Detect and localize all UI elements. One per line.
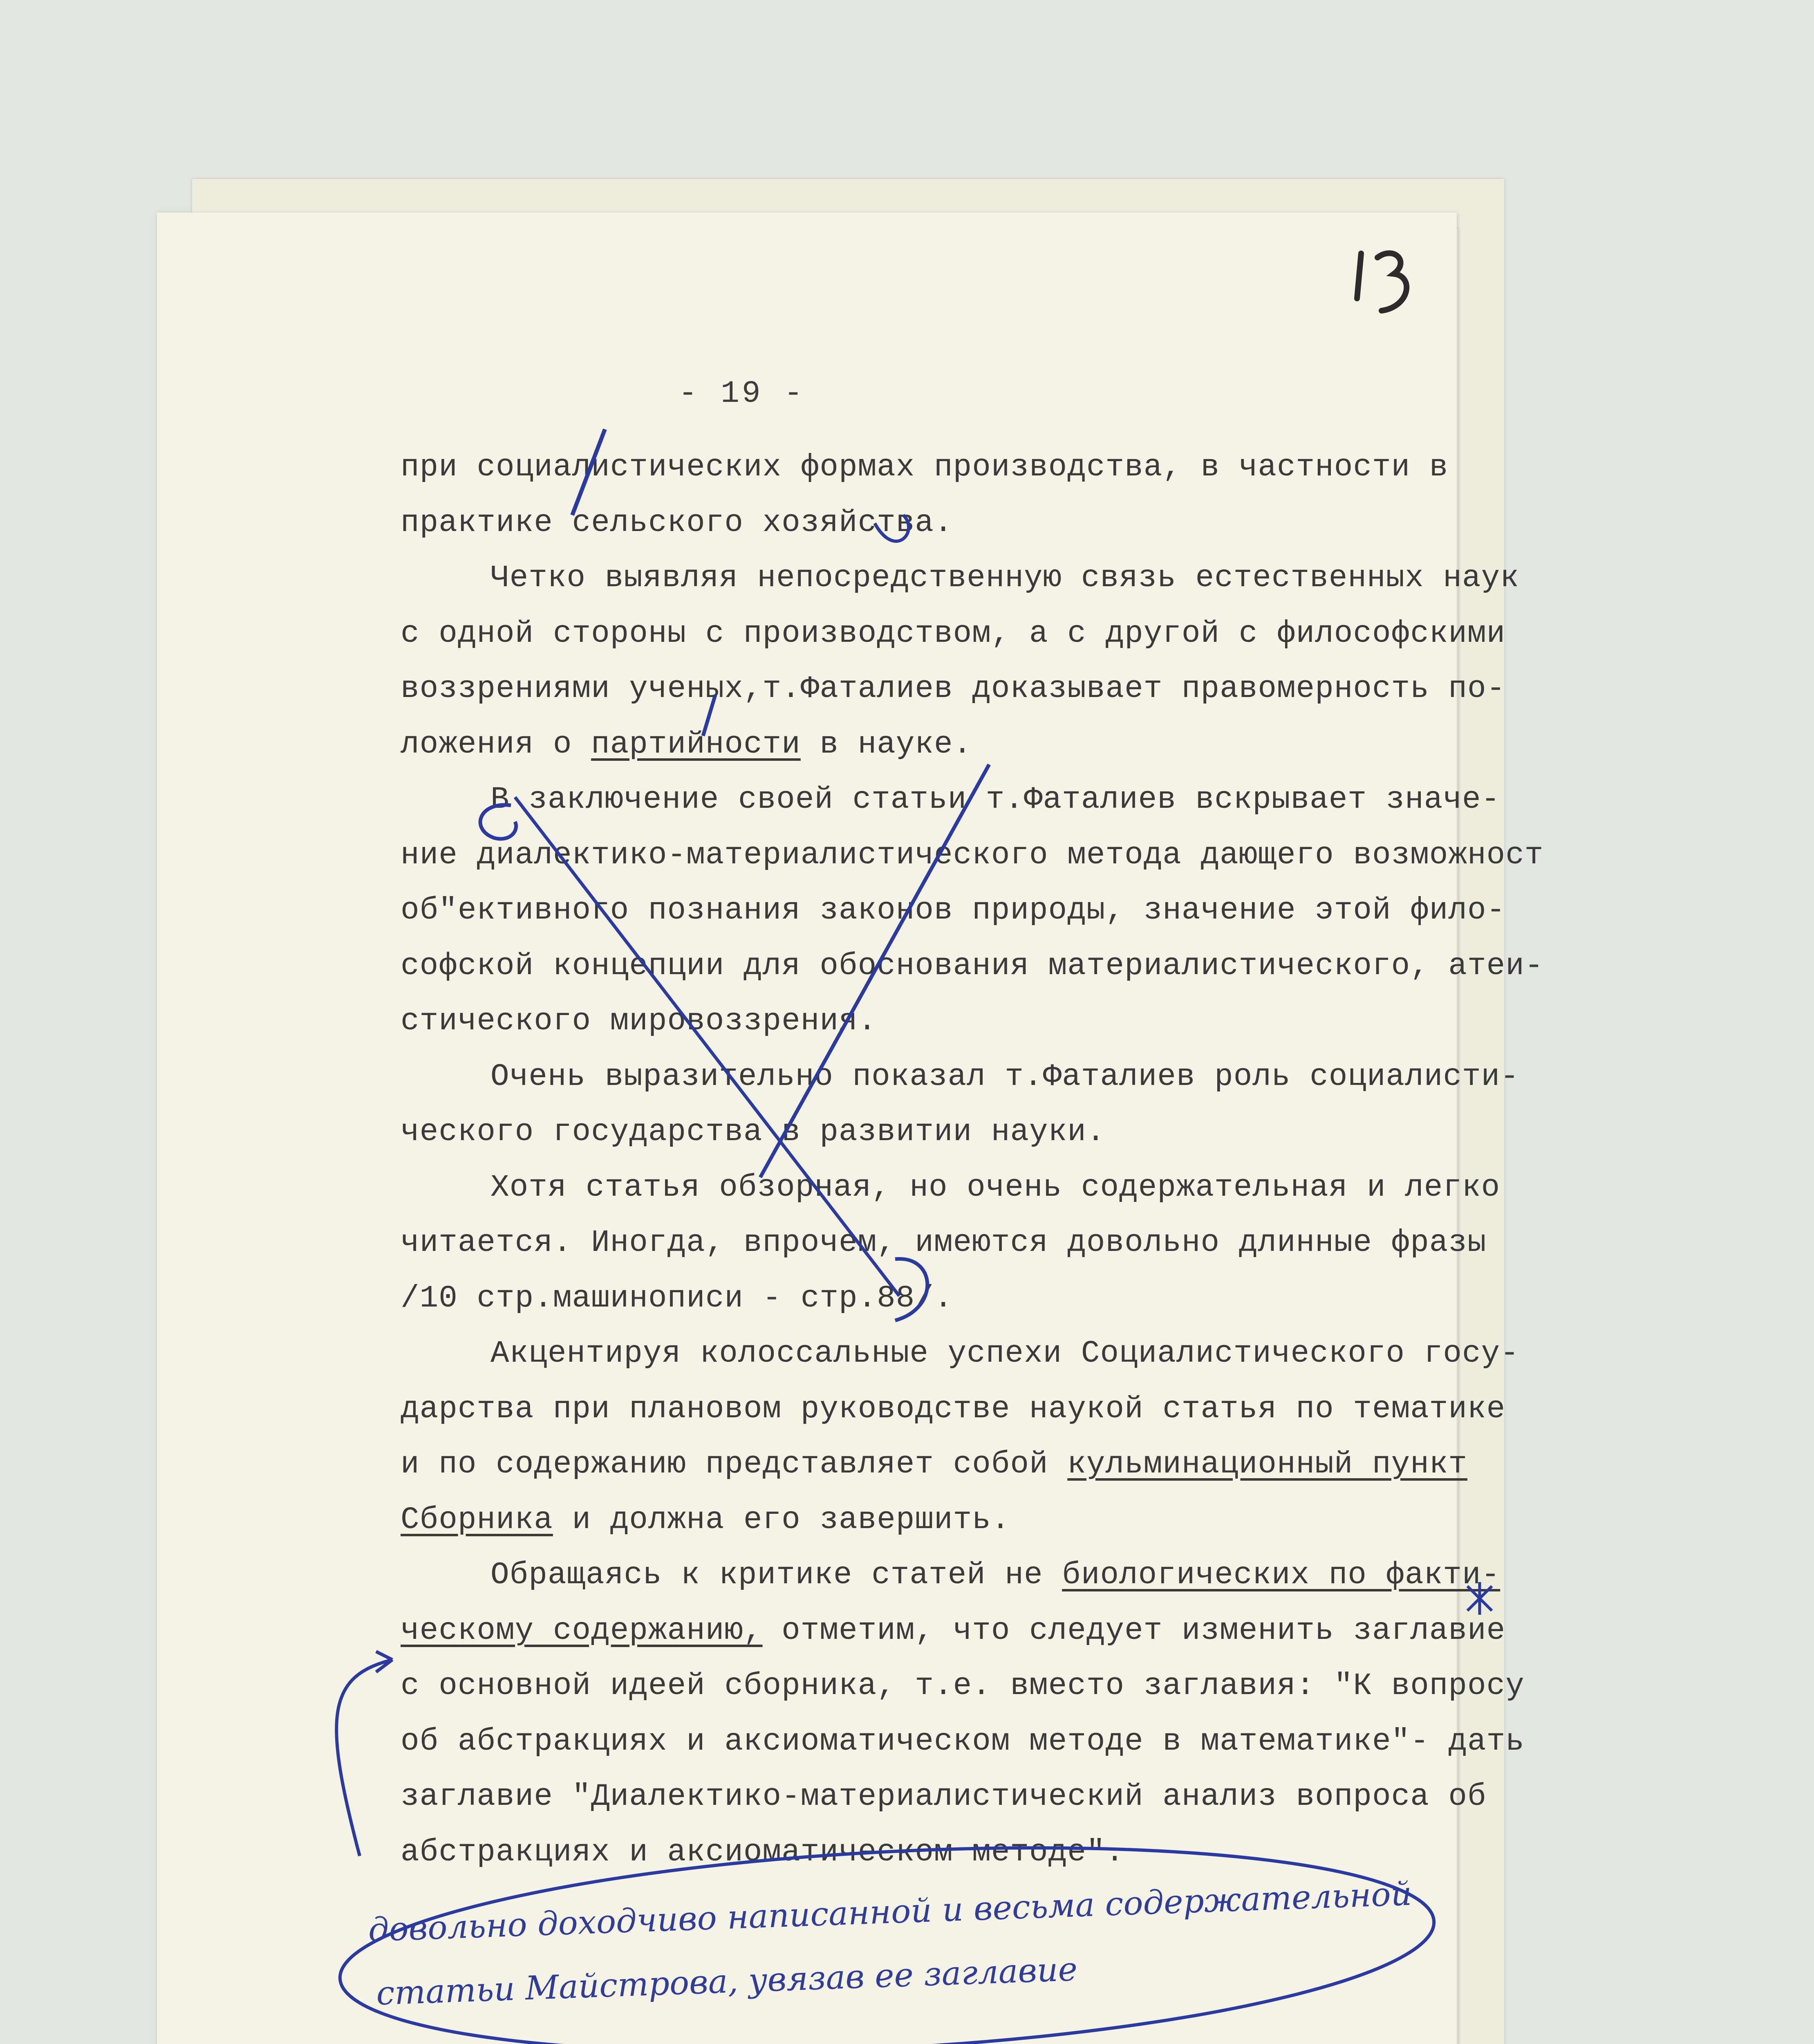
typed-line: софской концепции для обоснования материалистического, атеи- xyxy=(401,948,1544,984)
typed-line: ческого государства в развитии науки. xyxy=(401,1114,1106,1150)
typed-line: воззрениями ученых,т.Фаталиев доказывает правомерность по- xyxy=(401,671,1506,706)
typed-line: стического мировоззрения. xyxy=(401,1004,877,1039)
page-number: - 19 - xyxy=(679,376,805,411)
archive-folio-number xyxy=(1349,237,1431,319)
typed-line: об"ективного познания законов природы, значение этой фило- xyxy=(401,893,1506,928)
typed-line: и по содержанию представляет собой кульминационный пункт xyxy=(401,1447,1468,1482)
typed-line: Сборника и должна его завершить. xyxy=(401,1502,1010,1537)
underlined-phrase: Сборника xyxy=(401,1502,553,1537)
typed-line: об абстракциях и аксиоматическом методе в математике"- дать xyxy=(401,1724,1525,1759)
typed-line: дарства при плановом руководстве наукой статья по тематике xyxy=(401,1391,1506,1427)
typed-line: В заключение своей статьи т.Фаталиев вскрывает значе- xyxy=(490,782,1500,817)
typed-line: Хотя статья обзорная, но очень содержательная и легко xyxy=(490,1170,1500,1205)
typed-line: Обращаясь к критике статей не биологических по факти- xyxy=(490,1558,1500,1593)
underlined-phrase: кульминационный пункт xyxy=(1067,1447,1468,1482)
typed-line: практике сельского хозяйства. xyxy=(401,505,953,540)
typed-line: Акцентируя колоссальные успехи Социалистического госу- xyxy=(490,1336,1519,1371)
typed-line: Очень выразительно показал т.Фаталиев роль социалисти- xyxy=(490,1059,1519,1094)
handwritten-note-line-2: статьи Майстрова, увязав ее заглавие xyxy=(375,1950,1078,2013)
typed-line: ложения о партийности в науке. xyxy=(401,726,972,762)
handwritten-note-line-1: довольно доходчиво написанной и весьма содержательной xyxy=(367,1874,1413,1949)
underlined-phrase: ческому содержанию, xyxy=(401,1613,763,1648)
underlined-phrase: биологических по факти- xyxy=(1062,1558,1500,1593)
typed-line: читается. Иногда, впрочем, имеются довольно длинные фразы xyxy=(401,1225,1487,1260)
typed-line: ние диалектико-материалистического метода дающего возможност xyxy=(401,837,1544,873)
typed-line: заглавие "Диалектико-материалистический анализ вопроса об xyxy=(401,1779,1487,1814)
typed-line: с одной стороны с производством, а с другой с философскими xyxy=(401,616,1506,651)
typed-line: с основной идеей сборника, т.е. вместо заглавия: "К вопросу xyxy=(401,1668,1525,1703)
typed-line: при социалистических формах производства, в частности в xyxy=(401,450,1449,485)
typed-line: абстракциях и аксиоматическом методе". xyxy=(401,1834,1125,1870)
typed-line: /10 стр.машинописи - стр.88/. xyxy=(401,1280,953,1316)
typed-line: ческому содержанию, отметим, что следует изменить заглавие xyxy=(401,1613,1506,1648)
typed-line: Четко выявляя непосредственную связь естественных наук xyxy=(490,560,1519,596)
underlined-phrase: партийности xyxy=(591,726,801,762)
